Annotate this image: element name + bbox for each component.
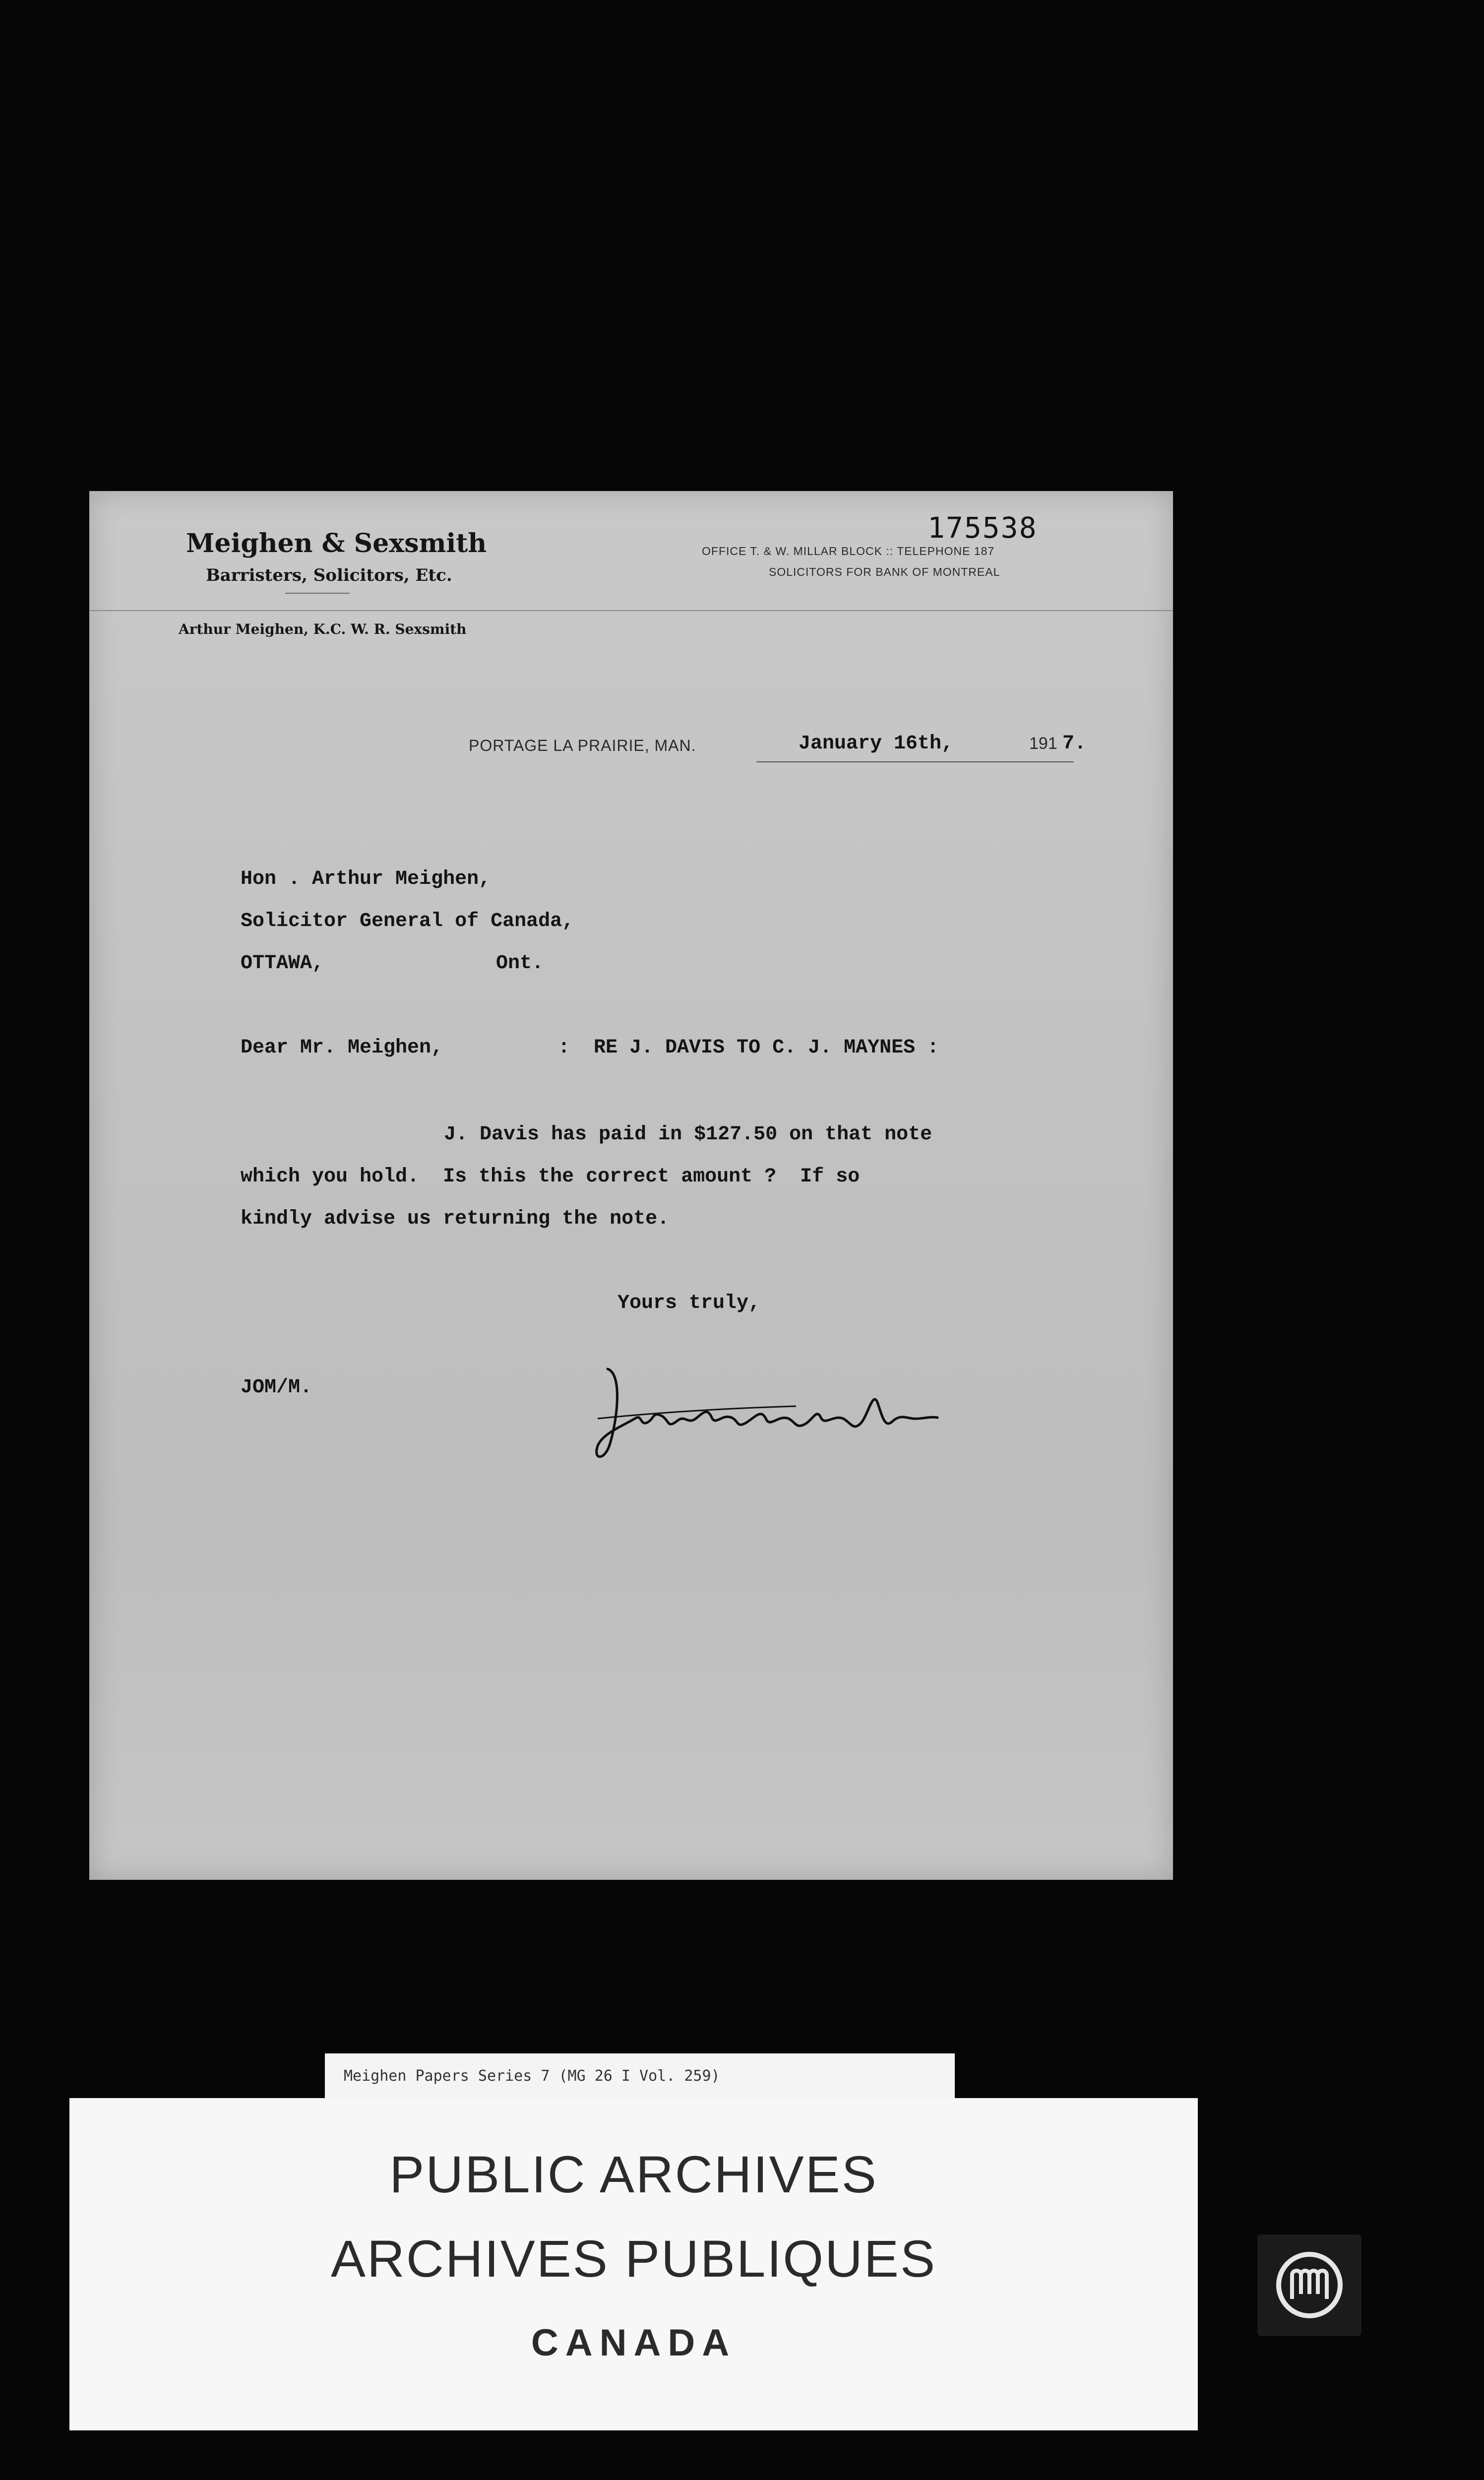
- firm-name: Meighen & Sexsmith: [186, 528, 487, 558]
- dateline-year-suffix: 7.: [1062, 733, 1087, 755]
- letterhead-rule: [89, 610, 1173, 611]
- subject-line: : RE J. DAVIS TO C. J. MAYNES :: [558, 1037, 939, 1059]
- letter-page: [89, 491, 1173, 1880]
- stamp-line-country: CANADA: [531, 2322, 737, 2364]
- archives-monogram-icon: [1257, 2234, 1361, 2336]
- solicitors-for: SOLICITORS FOR BANK OF MONTREAL: [769, 565, 1000, 578]
- body-line-1: J. Davis has paid in $127.50 on that note: [444, 1123, 932, 1146]
- handwritten-signature-icon: [588, 1359, 945, 1468]
- recipient-province: Ont.: [496, 952, 544, 975]
- document-number: 175538: [928, 511, 1038, 545]
- stamp-line-english: PUBLIC ARCHIVES: [389, 2146, 878, 2204]
- archives-stamp-card: [69, 2098, 1198, 2430]
- typist-initials: JOM/M.: [241, 1376, 312, 1399]
- firm-partners: Arthur Meighen, K.C. W. R. Sexsmith: [179, 621, 467, 637]
- dateline-date: January 16th,: [799, 733, 954, 755]
- recipient-line-2: Solicitor General of Canada,: [241, 910, 574, 932]
- dateline-place: PORTAGE LA PRAIRIE, MAN.: [469, 737, 696, 754]
- archive-reference-slip: Meighen Papers Series 7 (MG 26 I Vol. 259): [325, 2053, 955, 2103]
- letterhead-divider: [285, 593, 350, 594]
- recipient-line-1: Hon . Arthur Meighen,: [241, 868, 491, 890]
- dateline-year-prefix: 191: [1029, 734, 1057, 753]
- stamp-line-french: ARCHIVES PUBLIQUES: [331, 2230, 936, 2288]
- salutation: Dear Mr. Meighen,: [241, 1037, 443, 1059]
- body-line-3: kindly advise us returning the note.: [241, 1208, 670, 1230]
- body-line-2: which you hold. Is this the correct amount ? If so: [241, 1166, 860, 1188]
- recipient-city: OTTAWA,: [241, 952, 324, 975]
- closing: Yours truly,: [618, 1292, 761, 1314]
- office-address: OFFICE T. & W. MILLAR BLOCK :: TELEPHONE 187: [702, 545, 995, 558]
- dateline-underline: [756, 761, 1074, 762]
- firm-tagline: Barristers, Solicitors, Etc.: [206, 565, 452, 585]
